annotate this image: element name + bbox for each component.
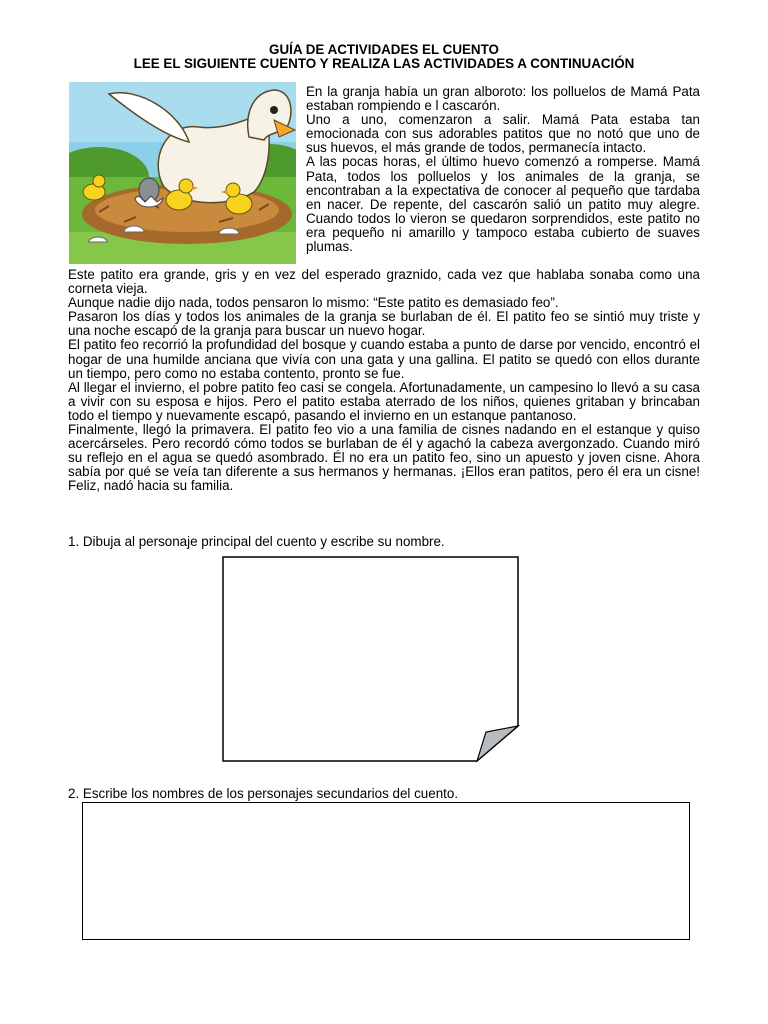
- story-paragraph: Este patito era grande, gris y en vez del esperado graznido, cada vez que hablaba sonaba como una corneta vieja.: [68, 267, 700, 297]
- story-full-column: [68, 268, 700, 494]
- activity-question-1: 1. Dibuja al personaje principal del cuento y escribe su nombre.: [68, 534, 445, 549]
- story-paragraph: Aunque nadie dijo nada, todos pensaron lo mismo: “Este patito es demasiado feo”.: [68, 295, 559, 311]
- story-paragraph: El patito feo recorrió la profundidad del bosque y cuando estaba a punto de darse por vencido, encontró el hogar de una humilde anciana que vivía con una gata y una gallina. El patito se quedó con ellos durante un tiempo, pero como no estaba contento, pronto se fue.: [68, 337, 700, 381]
- story-paragraph: A las pocas horas, el último huevo comenzó a romperse. Mamá Pata, todos los polluelos y los animales de la granja, se encontraban a la expectativa de conocer al pequeño que tardaba en nacer. De repente, del cascarón salió un patito muy alegre. Cuando todos lo vieron se quedaron sorprendidos, este patito no era pequeño ni amarillo y tampoco estaba cubierto de suaves plumas.: [306, 154, 700, 255]
- story-paragraph: Pasaron los días y todos los animales de la granja se burlaban de él. El patito feo se sintió muy triste y una noche escapó de la granja para buscar un nuevo hogar.: [68, 309, 700, 339]
- drawing-box[interactable]: [222, 556, 520, 763]
- story-side-column: [306, 85, 700, 254]
- story-paragraph: Uno a uno, comenzaron a salir. Mamá Pata estaba tan emocionada con sus adorables patitos que no notó que uno de sus huevos, el más grande de todos, permanecía intacto.: [306, 112, 700, 156]
- activity-question-2: 2. Escribe los nombres de los personajes secundarios del cuento.: [68, 786, 459, 801]
- page-title: GUÍA DE ACTIVIDADES EL CUENTO: [269, 42, 499, 57]
- story-paragraph: En la granja había un gran alboroto: los polluelos de Mamá Pata estaban rompiendo e l cascarón.: [306, 84, 700, 114]
- page-subtitle: LEE EL SIGUIENTE CUENTO Y REALIZA LAS ACTIVIDADES A CONTINUACIÓN: [133, 56, 635, 71]
- story-paragraph: Finalmente, llegó la primavera. El patito feo vio a una familia de cisnes nadando en el estanque y quiso acercárseles. Pero recordó cómo todos se burlaban de él y agachó la cabeza avergonzado. Cuando miró su reflejo en el agua se quedó asombrado. Él no era un patito feo, sino un apuesto y joven cisne. Ahora sabía por qué se veía tan diferente a sus hermanos y hermanas. ¡Ellos eran patitos, pero él era un cisne! Feliz, nadó hacia su familia.: [68, 422, 700, 494]
- duck-nest-illustration: [69, 82, 296, 264]
- answer-box[interactable]: [82, 802, 690, 940]
- story-paragraph: Al llegar el invierno, el pobre patito feo casi se congela. Afortunadamente, un campesino lo llevó a su casa a vivir con su esposa e hijos. Pero el patito estaba aterrado de los niños, quienes gritaban y brincaban todo el tiempo y nuevamente escapó, pasando el invierno en un estanque pantanoso.: [68, 379, 700, 423]
